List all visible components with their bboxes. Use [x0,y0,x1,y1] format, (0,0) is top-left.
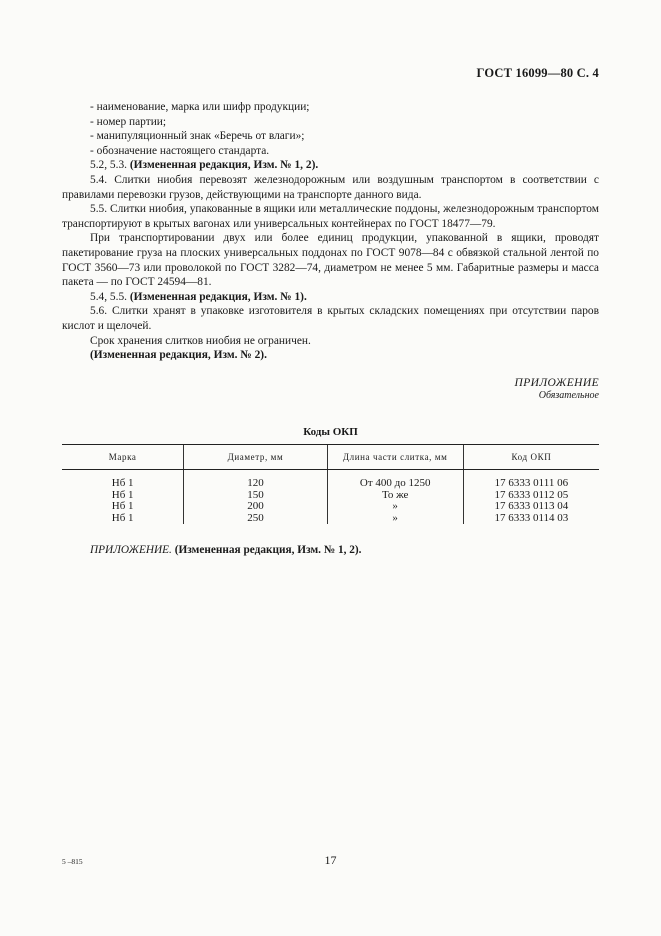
appendix-title: ПРИЛОЖЕНИЕ [514,377,599,389]
cell-okp-code: 17 6333 0114 03 [463,513,599,525]
cell-length: » [327,501,463,513]
paragraph-transport: При транспортировании двух или более единиц продукции, упакованной в ящики, проводят пакетирование груза на плоских универсальных поддонах по ГОСТ 9078—84 с обвязкой стальной лентой по ГОСТ 3560—73 или проволокой по ГОСТ 3282—74, диаметром не менее 5 мм. Габаритные размеры и масса пакета — по ГОСТ 24594—81. [62,232,599,289]
paragraph-storage: Срок хранения слитков ниобия не ограничен. [90,334,311,347]
table-header-row [62,445,599,470]
cell-grade: Нб 1 [111,500,134,512]
cell-diameter: 150 [184,490,327,502]
list-item: - манипуляционный знак «Беречь от влаги»; [90,130,305,143]
cell-okp-code: 17 6333 0112 05 [463,490,599,502]
table-row [62,513,599,525]
amendment-note: (Измененная редакция, Изм. № 1, 2). [129,159,319,172]
cell-grade: Нб 1 [111,511,134,524]
page-header: ГОСТ 16099—80 С. 4 [476,66,599,80]
note-label: ПРИЛОЖЕНИЕ. [90,544,172,556]
column-header-length: Длина части слитка, мм [327,445,463,470]
column-header-grade: Марка [62,445,184,470]
cell-length: То же [327,490,463,502]
list-item: - номер партии; [90,115,167,128]
appendix-heading [515,377,599,401]
amendment-note: (Измененная редакция, Изм. № 2). [90,349,267,362]
table-row [62,501,599,513]
cell-grade: Нб 1 [111,477,134,489]
list-item: - наименование, марка или шифр продукции; [90,101,310,113]
paragraph-5-6: 5.6. Слитки хранят в упаковке изготовителя в крытых складских помещениях при отсутствии паров кислот и щелочей. [62,305,599,332]
table-row [62,470,599,490]
paragraph-5-5: 5.5. Слитки ниобия, упакованные в ящики или металлические поддоны, железнодорожным транспортом транспортируют в крытых вагонах или универсальных контейнерах по ГОСТ 18477—79. [62,203,599,230]
cell-length: » [327,513,463,525]
cell-grade: Нб 1 [111,488,134,501]
note-amendment: (Измененная редакция, Изм. № 1, 2). [174,544,362,556]
clause-number: 5.2, 5.3. [90,159,130,172]
cell-okp-code: 17 6333 0111 06 [463,470,599,490]
cell-length: От 400 до 1250 [327,470,463,490]
paragraph-5-4: 5.4. Слитки ниобия перевозят железнодорожным или воздушным транспортом в соответствии с правилами перевозки грузов, действующими на транспорте данного вида. [62,173,599,201]
appendix-amendment-note [90,544,362,556]
page-number: 17 [324,853,337,867]
section-5-text [62,100,599,363]
paragraph-5-2 [62,158,599,173]
clause-number: 5.4, 5.5. [90,290,130,303]
cell-diameter: 200 [184,501,327,513]
cell-diameter: 250 [184,513,327,525]
amendment-note: (Измененная редакция, Изм. № 1). [129,290,307,303]
cell-diameter: 120 [184,470,327,490]
okp-codes-table [62,444,599,524]
column-header-diameter: Диаметр, мм [184,445,327,470]
column-header-okp-code: Код ОКП [463,445,599,470]
list-item: - обозначение настоящего стандарта. [90,144,270,157]
print-code: 5 –815 [62,857,83,866]
table-title: Коды ОКП [303,426,358,438]
cell-okp-code: 17 6333 0113 04 [463,501,599,513]
paragraph-5-4-5-5 [62,290,599,305]
appendix-subtitle: Обязательное [538,390,599,401]
